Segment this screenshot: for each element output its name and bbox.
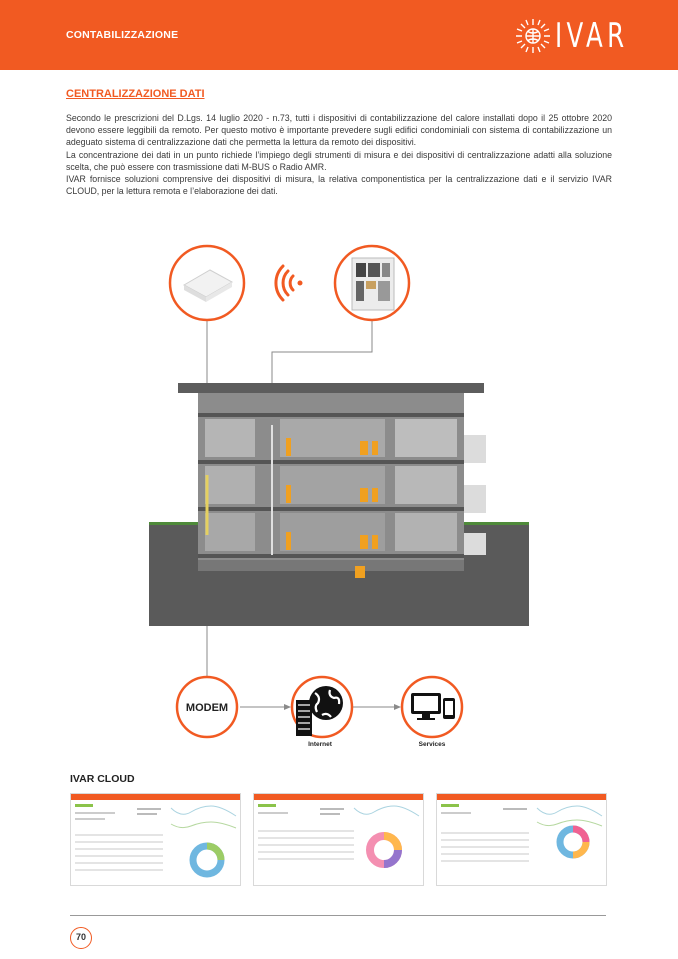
paragraph-3: IVAR fornisce soluzioni comprensive dei dispositivi di misura, la relativa componentistica per la centralizzazione dati e il servizio IVAR CLOUD, per la lettura remota e l’elaborazione dei dati. bbox=[66, 174, 612, 197]
centralization-diagram bbox=[0, 235, 678, 765]
cloud-screenshot-2 bbox=[253, 793, 424, 886]
header-title: CONTABILIZZAZIONE bbox=[66, 29, 179, 41]
cloud-screenshot-3 bbox=[436, 793, 607, 886]
control-panel-icon bbox=[335, 246, 409, 320]
modem-node bbox=[177, 677, 237, 737]
cloud-title: IVAR CLOUD bbox=[70, 773, 135, 785]
sun-logo-icon bbox=[515, 18, 551, 54]
page-number: 70 bbox=[70, 927, 92, 949]
ivar-logo bbox=[515, 15, 629, 57]
modem-label: MODEM bbox=[185, 702, 229, 714]
radio-wave-icon bbox=[276, 266, 303, 300]
cloud-screenshot-1 bbox=[70, 793, 241, 886]
services-label: Services bbox=[418, 741, 446, 748]
logo-text: IVAR bbox=[555, 16, 629, 56]
building-cutaway-icon bbox=[149, 383, 529, 626]
footer-divider bbox=[70, 915, 606, 916]
paragraph-2: La concentrazione dei dati in un punto richiede l’impiego degli strumenti di misura e dei dispositivi di centralizzazione adatti alla soluzione scelta, che può essere con trasmissione dati M-BUS o Radio AMR. bbox=[66, 149, 612, 172]
wireless-gateway-icon bbox=[170, 246, 244, 320]
body-text bbox=[66, 112, 612, 197]
globe-server-icon bbox=[292, 677, 352, 748]
internet-label: Internet bbox=[308, 741, 332, 748]
devices-icon bbox=[402, 677, 462, 748]
page-header bbox=[0, 0, 678, 70]
paragraph-1: Secondo le prescrizioni del D.Lgs. 14 luglio 2020 - n.73, tutti i dispositivi di contabilizzazione del calore installati dopo il 25 ottobre 2020 devono essere leggibili da remoto. Per questo motivo è importante prevedere sugli edifici condominiali con sistema di contabilizzazione un adeguato sistema di centralizzazione dati che permetta la lettura da remoto dei dispositivi. bbox=[66, 113, 612, 148]
section-title: CENTRALIZZAZIONE DATI bbox=[66, 88, 205, 100]
